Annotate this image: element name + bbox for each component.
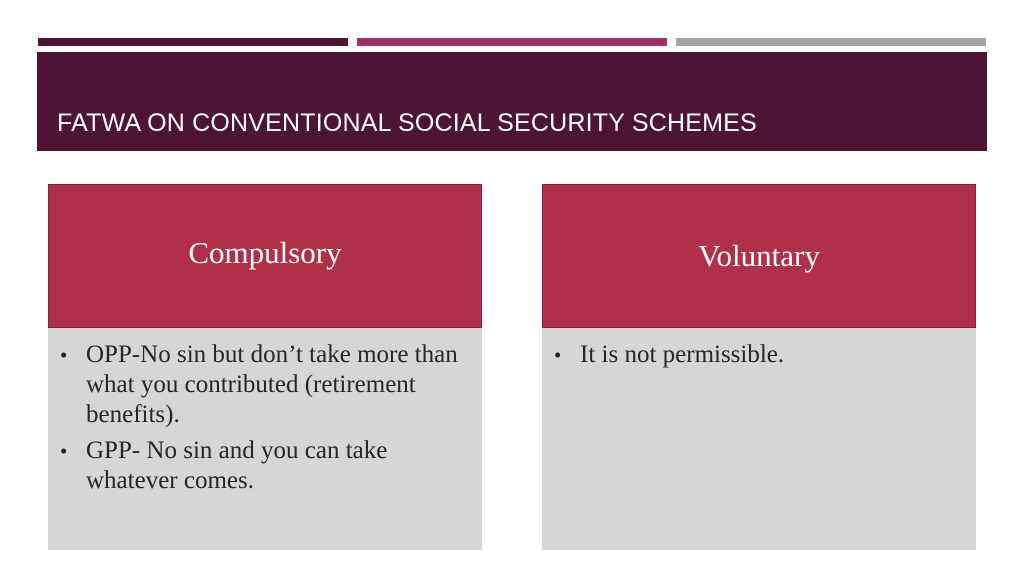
list-item [554,340,964,370]
voluntary-bullet-list [554,340,964,376]
bullet-icon: • [554,343,562,367]
accent-bar-magenta [357,38,667,46]
title-band [37,52,987,151]
list-item [60,436,470,496]
accent-bar-dark [38,38,348,46]
bullet-icon: • [60,343,68,367]
bullet-text: OPP-No sin but don’t take more than what you contributed (retirement benefits). [86,341,458,428]
compulsory-card [48,184,482,550]
voluntary-card-body [542,328,976,550]
compulsory-card-header [48,184,482,328]
compulsory-card-body [48,328,482,550]
bullet-icon: • [60,439,68,463]
bullet-text: It is not permissible. [580,341,785,368]
compulsory-heading: Compulsory [188,235,342,270]
bullet-text: GPP- No sin and you can take whatever comes. [86,437,388,494]
compulsory-bullet-list [60,340,470,502]
voluntary-card [542,184,976,550]
slide-title: FATWA ON CONVENTIONAL SOCIAL SECURITY SCHEMES [57,109,757,137]
voluntary-heading: Voluntary [698,238,820,273]
accent-bar-gray [676,38,986,46]
voluntary-card-header [542,184,976,328]
list-item [60,340,470,430]
